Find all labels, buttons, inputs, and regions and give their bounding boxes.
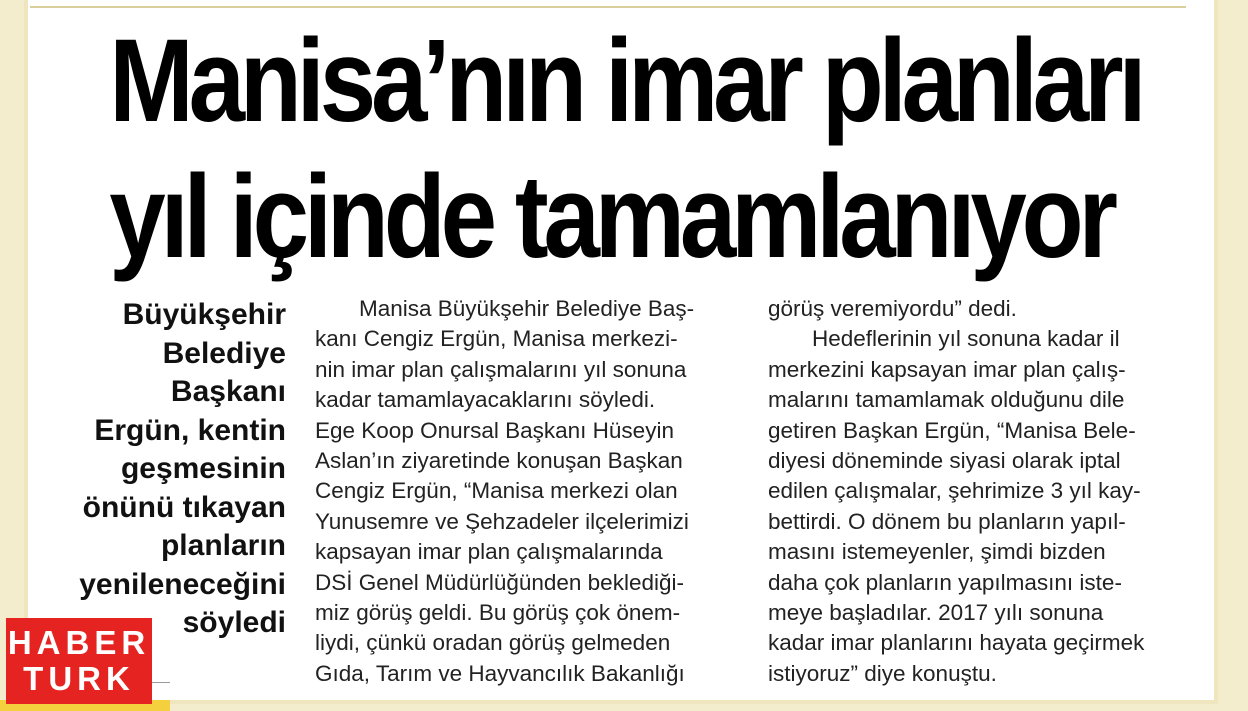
spot-line: Başkanı xyxy=(170,375,286,408)
body-line: malarını tamamlamak olduğunu dile xyxy=(768,387,1125,413)
body-line: nin imar plan çalışmalarını yıl sonuna xyxy=(315,356,687,382)
spot-line: Büyükşehir xyxy=(122,298,286,331)
spot-line: söyledi xyxy=(182,606,286,639)
body-line: kanı Cengiz Ergün, Manisa merkezi- xyxy=(315,326,678,352)
body-line: DSİ Genel Müdürlüğünden beklediği- xyxy=(315,569,684,595)
logo-text-line-2: TURK xyxy=(23,660,135,697)
article-headline xyxy=(28,15,1188,286)
body-line: istiyoruz” diye konuştu. xyxy=(768,660,997,686)
spot-line: Belediye xyxy=(162,336,286,370)
logo-text-line-1: HABER xyxy=(7,624,151,661)
body-line: diyesi döneminde siyasi olarak iptal xyxy=(768,448,1121,474)
body-line: bettirdi. O dönem bu planların yapıl- xyxy=(768,508,1126,534)
body-line: meye başladılar. 2017 yılı sonuna xyxy=(768,600,1104,626)
article-spot-summary xyxy=(30,296,286,643)
article-body-column-1 xyxy=(315,294,735,689)
body-line: liydi, çünkü oradan görüş gelmeden xyxy=(315,630,671,656)
body-line: miz görüş geldi. Bu görüş çok önem- xyxy=(315,600,681,626)
headline-line-1: Manisa’nın imar planları xyxy=(109,15,1142,147)
spot-line: yenileneceğini xyxy=(79,567,286,601)
body-line: merkezini kapsayan imar plan çalış- xyxy=(768,356,1126,382)
body-line: Yunusemre ve Şehzadeler ilçelerimizi xyxy=(315,508,689,534)
spot-line: planların xyxy=(160,529,286,562)
body-line: getiren Başkan Ergün, “Manisa Bele- xyxy=(768,417,1136,443)
body-line: Manisa Büyükşehir Belediye Baş- xyxy=(359,296,695,321)
body-line: kadar tamamlayacaklarını söyledi. xyxy=(315,387,656,413)
logo-rule-divider xyxy=(150,682,170,683)
body-line: masını istemeyenler, şimdi bizden xyxy=(768,539,1106,565)
body-line: Gıda, Tarım ve Hayvancılık Bakanlığı xyxy=(315,660,685,686)
body-line: daha çok planların yapılmasını iste- xyxy=(768,569,1122,595)
body-line: Cengiz Ergün, “Manisa merkezi olan xyxy=(315,478,678,504)
haberturk-logo xyxy=(6,618,152,704)
body-line: Hedeflerinin yıl sonuna kadar il xyxy=(812,326,1120,352)
spot-line: geşmesinin xyxy=(120,452,286,485)
body-line: Ege Koop Onursal Başkanı Hüseyin xyxy=(315,417,674,443)
body-line: kapsayan imar plan çalışmalarında xyxy=(315,539,663,565)
spot-line: önünü tıkayan xyxy=(82,490,286,524)
headline-line-2: yıl içinde tamamlanıyor xyxy=(109,151,1113,283)
body-line: edilen çalışmalar, şehrimize 3 yıl kay- xyxy=(768,478,1141,504)
body-line: kadar imar planlarını hayata geçirmek xyxy=(768,630,1145,656)
article-body-column-2 xyxy=(768,294,1188,689)
body-line: Aslan’ın ziyaretinde konuşan Başkan xyxy=(315,448,683,474)
body-line: görüş veremiyordu” dedi. xyxy=(768,296,1017,321)
top-rule-divider xyxy=(30,6,1186,8)
spot-line: Ergün, kentin xyxy=(94,413,286,447)
